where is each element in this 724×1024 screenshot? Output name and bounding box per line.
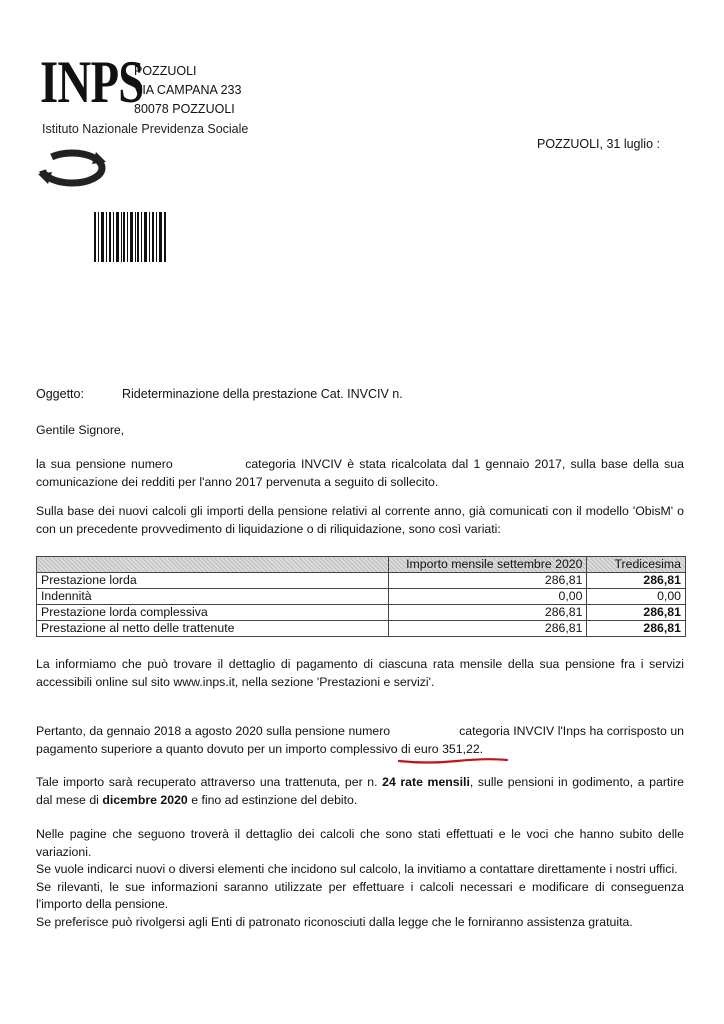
start-month: dicembre 2020 [102,792,188,807]
row-monthly: 286,81 [388,573,587,589]
table-row [37,621,686,637]
logo-subtitle: Istituto Nazionale Previdenza Sociale [42,122,249,136]
paragraph-1 [36,456,684,491]
row-label: Prestazione al netto delle trattenute [37,621,389,637]
paragraph-4-mid: categoria INVCIV l'Inps ha corrisposto un pagamento superiore a quanto dovuto per un importo complessivo [36,724,685,756]
installments-count: 24 rate mensili [382,775,470,789]
subject-label: Oggetto: [36,387,84,401]
row-monthly: 286,81 [388,605,587,621]
table-header-empty [37,557,389,573]
table-row [37,605,686,621]
inps-logo: INPS [40,49,144,115]
paragraph-6-line-2: Se vuole indicarci nuovi o diversi elementi che incidono sul calcolo, la invitiamo a contattare direttamente i nostri uffici. [36,862,678,876]
paragraph-5 [36,774,684,809]
paragraph-6 [36,826,684,931]
circular-arrows-icon [36,146,108,190]
paragraph-5-c: , sulle pensioni in godimento, a partire dal mese di [36,775,684,807]
row-monthly: 286,81 [388,621,587,637]
table-row [37,573,686,589]
row-thirteenth: 286,81 [587,573,686,589]
address-line-1: POZZUOLI [134,64,197,78]
table-row [37,589,686,605]
paragraph-3: La informiamo che può trovare il dettaglio di pagamento di ciascuna rata mensile della sua pensione fra i servizi accessibili online sul sito www.inps.it, nella sezione 'Prestazioni e servizi'. [36,657,684,689]
overpayment-amount: di euro 351,22. [401,741,484,756]
row-thirteenth: 0,00 [587,589,686,605]
address-line-2: VIA CAMPANA 233 [134,83,242,97]
row-thirteenth: 286,81 [587,605,686,621]
paragraph-1-start: la sua pensione numero [36,457,173,471]
row-label: Prestazione lorda [37,573,389,589]
pension-amounts-table [36,556,686,637]
paragraph-4 [36,723,684,758]
row-thirteenth: 286,81 [587,621,686,637]
row-label: Prestazione lorda complessiva [37,605,389,621]
table-header-row [37,557,686,573]
address-line-3: 80078 POZZUOLI [134,102,235,116]
paragraph-5-a: Tale importo sarà recuperato attraverso una trattenuta, per n. [36,775,378,789]
table-header-thirteenth: Tredicesima [587,557,686,573]
paragraph-5-e: e fino ad estinzione del debito. [191,792,358,807]
barcode-icon [94,212,166,262]
greeting: Gentile Signore, [36,423,125,437]
paragraph-6-line-3: Se rilevanti, le sue informazioni saranno utilizzate per effettuare i calcoli necessari e modificare di conseguenza l'importo della pensione. [36,879,684,911]
handwritten-underline [397,757,509,765]
table-header-monthly: Importo mensile settembre 2020 [388,557,587,573]
row-monthly: 0,00 [388,589,587,605]
paragraph-6-line-4: Se preferisce può rivolgersi agli Enti di patronato riconosciuti dalla legge che le forniranno assistenza gratuita. [36,914,633,929]
paragraph-1-end: categoria INVCIV è stata ricalcolata dal 1 gennaio 2017, sulla base della sua comunicazione dei redditi per l'anno 2017 pervenuta a seguito di sollecito. [36,457,684,489]
sender-address [134,62,241,119]
place-date: POZZUOLI, 31 luglio : [537,137,660,151]
row-label: Indennità [37,589,389,605]
subject-text: Rideterminazione della prestazione Cat. INVCIV n. [122,387,403,401]
paragraph-6-line-1: Nelle pagine che seguono troverà il dettaglio dei calcoli che sono stati effettuati e le voci che hanno subito delle variazioni. [36,827,684,859]
paragraph-2: Sulla base dei nuovi calcoli gli importi della pensione relativi al corrente anno, già comunicati con il modello 'ObisM' o con un precedente provvedimento di liquidazione o di riliquidazione, sono così variati: [36,504,684,536]
paragraph-4-start: Pertanto, da gennaio 2018 a agosto 2020 sulla pensione numero [36,724,391,738]
